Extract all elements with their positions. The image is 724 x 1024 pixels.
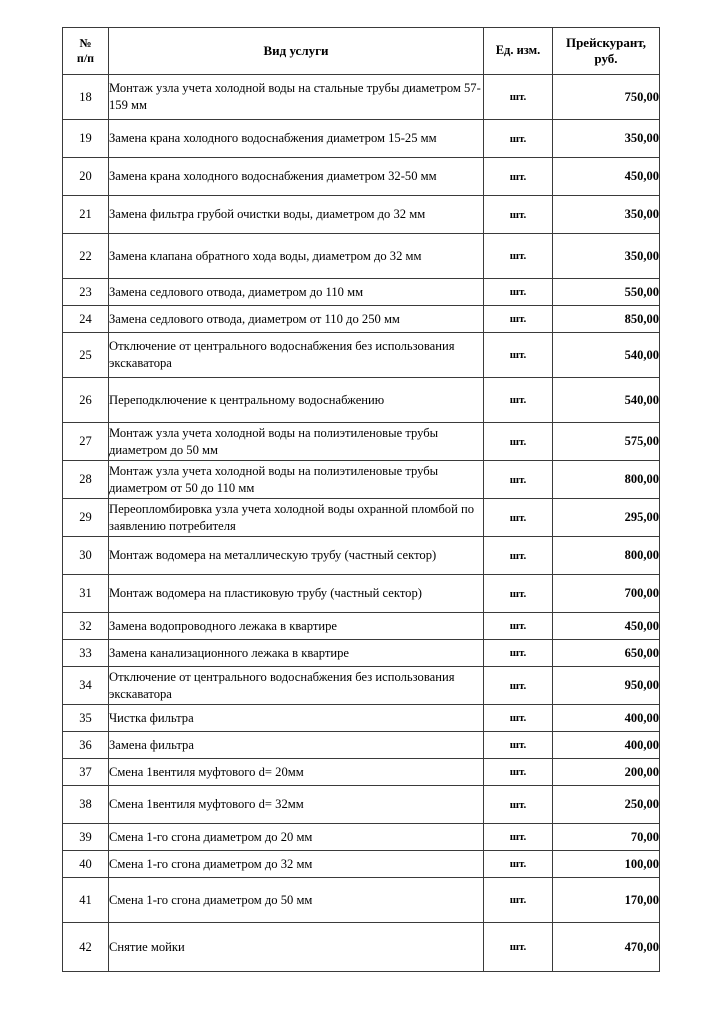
column-header-unit: Ед. изм. (484, 28, 553, 75)
row-number-cell: 30 (63, 537, 109, 575)
price-cell: 70,00 (553, 824, 660, 851)
price-cell: 550,00 (553, 279, 660, 306)
service-description-cell: Отключение от центрального водоснабжения без использования экскаватора (109, 333, 484, 378)
price-cell: 100,00 (553, 851, 660, 878)
price-cell: 950,00 (553, 667, 660, 705)
unit-cell: шт. (484, 333, 553, 378)
unit-cell: шт. (484, 923, 553, 972)
row-number-cell: 19 (63, 120, 109, 158)
price-cell: 350,00 (553, 196, 660, 234)
column-header-price-line1: Прейскурант, (565, 35, 647, 51)
row-number-cell: 28 (63, 461, 109, 499)
unit-cell: шт. (484, 234, 553, 279)
table-row (63, 75, 660, 120)
unit-cell: шт. (484, 732, 553, 759)
service-description-cell: Замена фильтра (109, 732, 484, 759)
row-number-cell: 25 (63, 333, 109, 378)
row-number-cell: 24 (63, 306, 109, 333)
table-row (63, 234, 660, 279)
row-number-cell: 20 (63, 158, 109, 196)
price-cell: 295,00 (553, 499, 660, 537)
table-row (63, 705, 660, 732)
service-description-cell: Снятие мойки (109, 923, 484, 972)
price-cell: 350,00 (553, 120, 660, 158)
service-description-cell: Замена клапана обратного хода воды, диаметром до 32 мм (109, 234, 484, 279)
row-number-cell: 35 (63, 705, 109, 732)
row-number-cell: 32 (63, 613, 109, 640)
price-cell: 400,00 (553, 732, 660, 759)
unit-cell: шт. (484, 306, 553, 333)
table-row (63, 279, 660, 306)
price-cell: 250,00 (553, 786, 660, 824)
column-header-number-line1: № (79, 36, 92, 51)
service-description-cell: Замена крана холодного водоснабжения диаметром 32-50 мм (109, 158, 484, 196)
row-number-cell: 18 (63, 75, 109, 120)
table-row (63, 306, 660, 333)
price-cell: 750,00 (553, 75, 660, 120)
unit-cell: шт. (484, 378, 553, 423)
service-description-cell: Смена 1вентиля муфтового d= 32мм (109, 786, 484, 824)
unit-cell: шт. (484, 196, 553, 234)
table-row (63, 640, 660, 667)
price-cell: 650,00 (553, 640, 660, 667)
price-cell: 400,00 (553, 705, 660, 732)
unit-cell: шт. (484, 824, 553, 851)
row-number-cell: 21 (63, 196, 109, 234)
column-header-price (553, 28, 660, 75)
table-body (63, 75, 660, 972)
unit-cell: шт. (484, 499, 553, 537)
service-description-cell: Замена седлового отвода, диаметром до 110 мм (109, 279, 484, 306)
table-row (63, 196, 660, 234)
service-description-cell: Смена 1-го сгона диаметром до 20 мм (109, 824, 484, 851)
unit-cell: шт. (484, 878, 553, 923)
price-cell: 575,00 (553, 423, 660, 461)
row-number-cell: 23 (63, 279, 109, 306)
service-description-cell: Переподключение к центральному водоснабжению (109, 378, 484, 423)
service-description-cell: Монтаж узла учета холодной воды на полиэтиленовые трубы диаметром до 50 мм (109, 423, 484, 461)
unit-cell: шт. (484, 158, 553, 196)
table-row (63, 499, 660, 537)
service-description-cell: Смена 1вентиля муфтового d= 20мм (109, 759, 484, 786)
unit-cell: шт. (484, 279, 553, 306)
row-number-cell: 42 (63, 923, 109, 972)
unit-cell: шт. (484, 640, 553, 667)
price-cell: 450,00 (553, 158, 660, 196)
unit-cell: шт. (484, 120, 553, 158)
table-header-row (63, 28, 660, 75)
table-row (63, 158, 660, 196)
service-description-cell: Отключение от центрального водоснабжения без использования экскаватора (109, 667, 484, 705)
table-row (63, 759, 660, 786)
table-row (63, 667, 660, 705)
price-cell: 850,00 (553, 306, 660, 333)
service-description-cell: Монтаж водомера на металлическую трубу (частный сектор) (109, 537, 484, 575)
price-cell: 470,00 (553, 923, 660, 972)
table-row (63, 120, 660, 158)
table-row (63, 333, 660, 378)
table-row (63, 575, 660, 613)
row-number-cell: 29 (63, 499, 109, 537)
unit-cell: шт. (484, 851, 553, 878)
table-row (63, 923, 660, 972)
table-row (63, 878, 660, 923)
column-header-number-line2: п/п (76, 51, 95, 65)
price-cell: 700,00 (553, 575, 660, 613)
price-cell: 800,00 (553, 461, 660, 499)
row-number-cell: 40 (63, 851, 109, 878)
service-description-cell: Смена 1-го сгона диаметром до 50 мм (109, 878, 484, 923)
table-row (63, 378, 660, 423)
column-header-price-line2: руб. (594, 51, 618, 66)
row-number-cell: 38 (63, 786, 109, 824)
row-number-cell: 31 (63, 575, 109, 613)
table-row (63, 461, 660, 499)
table-row (63, 786, 660, 824)
service-description-cell: Монтаж узла учета холодной воды на стальные трубы диаметром 57-159 мм (109, 75, 484, 120)
price-cell: 350,00 (553, 234, 660, 279)
price-list-table (62, 27, 660, 972)
unit-cell: шт. (484, 705, 553, 732)
unit-cell: шт. (484, 575, 553, 613)
row-number-cell: 34 (63, 667, 109, 705)
unit-cell: шт. (484, 423, 553, 461)
row-number-cell: 37 (63, 759, 109, 786)
table-row (63, 824, 660, 851)
row-number-cell: 39 (63, 824, 109, 851)
unit-cell: шт. (484, 537, 553, 575)
row-number-cell: 27 (63, 423, 109, 461)
row-number-cell: 36 (63, 732, 109, 759)
unit-cell: шт. (484, 759, 553, 786)
price-cell: 540,00 (553, 378, 660, 423)
unit-cell: шт. (484, 613, 553, 640)
row-number-cell: 41 (63, 878, 109, 923)
table-row (63, 423, 660, 461)
service-description-cell: Замена водопроводного лежака в квартире (109, 613, 484, 640)
service-description-cell: Замена крана холодного водоснабжения диаметром 15-25 мм (109, 120, 484, 158)
service-description-cell: Монтаж узла учета холодной воды на полиэтиленовые трубы диаметром от 50 до 110 мм (109, 461, 484, 499)
service-description-cell: Чистка фильтра (109, 705, 484, 732)
table-row (63, 613, 660, 640)
service-description-cell: Смена 1-го сгона диаметром до 32 мм (109, 851, 484, 878)
column-header-service: Вид услуги (109, 28, 484, 75)
service-description-cell: Переопломбировка узла учета холодной воды охранной пломбой по заявлению потребителя (109, 499, 484, 537)
unit-cell: шт. (484, 461, 553, 499)
unit-cell: шт. (484, 667, 553, 705)
row-number-cell: 33 (63, 640, 109, 667)
price-cell: 450,00 (553, 613, 660, 640)
price-cell: 540,00 (553, 333, 660, 378)
row-number-cell: 26 (63, 378, 109, 423)
table-header (63, 28, 660, 75)
service-description-cell: Монтаж водомера на пластиковую трубу (частный сектор) (109, 575, 484, 613)
price-cell: 800,00 (553, 537, 660, 575)
table-row (63, 732, 660, 759)
unit-cell: шт. (484, 786, 553, 824)
service-description-cell: Замена фильтра грубой очистки воды, диаметром до 32 мм (109, 196, 484, 234)
price-cell: 170,00 (553, 878, 660, 923)
table-row (63, 851, 660, 878)
column-header-number (63, 28, 109, 75)
row-number-cell: 22 (63, 234, 109, 279)
service-description-cell: Замена седлового отвода, диаметром от 110 до 250 мм (109, 306, 484, 333)
service-description-cell: Замена канализационного лежака в квартире (109, 640, 484, 667)
table-row (63, 537, 660, 575)
unit-cell: шт. (484, 75, 553, 120)
price-cell: 200,00 (553, 759, 660, 786)
